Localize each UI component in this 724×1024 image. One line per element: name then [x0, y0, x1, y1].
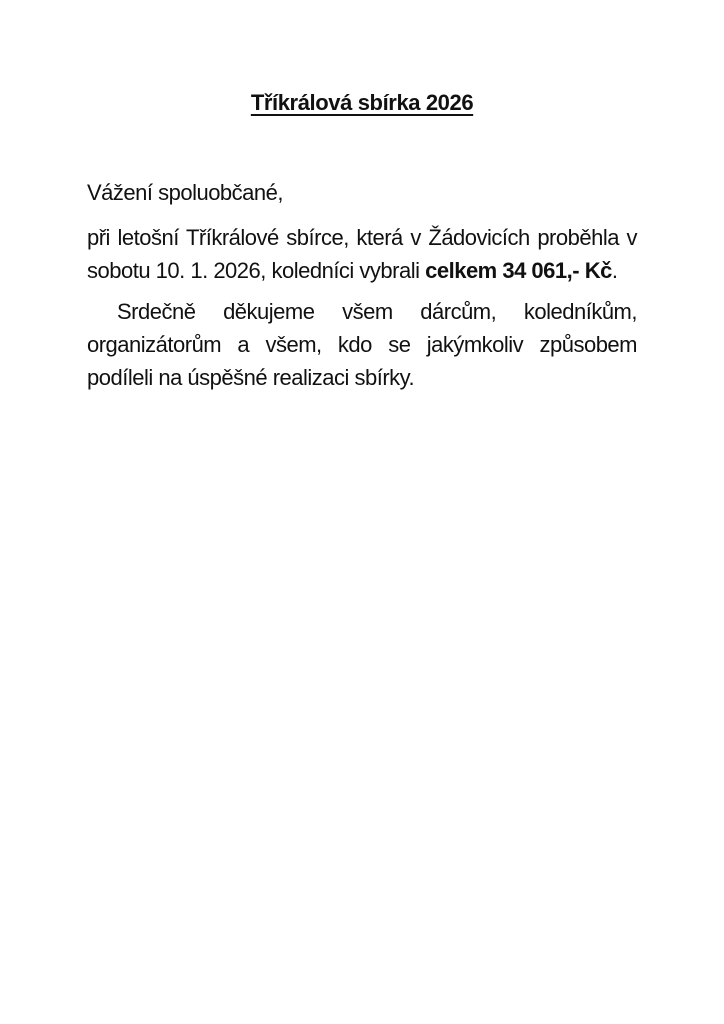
- document-title: [0, 88, 724, 118]
- document-title-text: Tříkrálová sbírka 2026: [250, 90, 474, 115]
- document-body: [87, 176, 637, 394]
- paragraph-collection-end: .: [611, 258, 618, 283]
- total-amount: celkem 34 061,- Kč: [425, 258, 612, 283]
- greeting: Vážení spoluobčané,: [87, 180, 283, 205]
- paragraph-collection-text: při letošní Tříkrálové sbírce, která v Žádovicích proběhla v sobotu 10. 1. 2026, koledníci vybrali: [87, 225, 637, 283]
- paragraph-collection-result: [87, 221, 637, 287]
- paragraph-thanks: Srdečně děkujeme všem dárcům, koledníkům, organizátorům a všem, kdo se jakýmkoliv způsobem podíleli na úspěšné realizaci sbírky.: [87, 299, 637, 390]
